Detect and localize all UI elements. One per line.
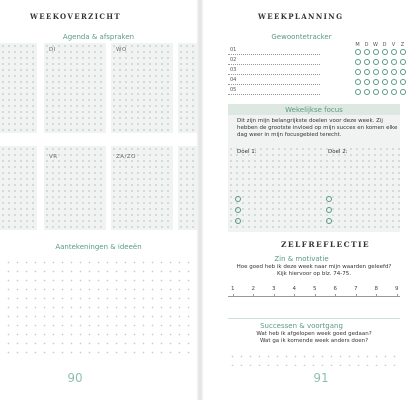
habit-checkbox[interactable]: [391, 69, 397, 75]
rating-scale-line[interactable]: [228, 296, 400, 297]
habit-checkbox[interactable]: [391, 89, 397, 95]
rating-scale-number[interactable]: 7: [354, 286, 358, 292]
goal-1-checkbox[interactable]: [235, 196, 241, 202]
day-letter-w: W: [373, 42, 378, 48]
habit-checkbox[interactable]: [355, 79, 361, 85]
page-number-right: 91: [313, 371, 329, 385]
habit-checkbox[interactable]: [373, 89, 379, 95]
habit-checkbox[interactable]: [373, 59, 379, 65]
day-box-wo[interactable]: [111, 43, 173, 133]
goal-2-checkbox[interactable]: [326, 207, 332, 213]
habit-checkbox[interactable]: [373, 79, 379, 85]
habit-checkbox[interactable]: [400, 89, 406, 95]
rating-scale-number[interactable]: 2: [251, 286, 255, 292]
habit-tracker-title: Gewoontetracker: [271, 33, 332, 41]
rating-scale-number[interactable]: 9: [395, 286, 399, 292]
habit-row-number: 04: [230, 77, 237, 83]
day-box-ma[interactable]: [0, 43, 37, 133]
habit-checkbox[interactable]: [391, 79, 397, 85]
rating-scale-number[interactable]: 3: [272, 286, 276, 292]
habit-row-number: 01: [230, 47, 237, 53]
goal-2-checkbox[interactable]: [326, 196, 332, 202]
succes-question-1: Wat heb ik afgelopen week goed gedaan?: [256, 331, 372, 337]
habit-line[interactable]: [228, 83, 320, 85]
rating-scale-number[interactable]: 5: [313, 286, 317, 292]
weekly-focus-title: Wekelijkse focus: [285, 106, 343, 114]
day-box-zazo[interactable]: [111, 146, 173, 230]
successen-voortgang-title: Successen & voortgang: [260, 322, 343, 330]
goal-2-label: Doel 2:: [328, 149, 348, 155]
left-page: [0, 0, 197, 400]
habit-line[interactable]: [228, 63, 320, 65]
habit-checkbox[interactable]: [364, 69, 370, 75]
page-number-left: 90: [67, 371, 83, 385]
zelfreflectie-header: ZELFREFLECTIE: [281, 240, 371, 249]
habit-line[interactable]: [228, 93, 320, 95]
habit-checkbox[interactable]: [364, 89, 370, 95]
day-box-do[interactable]: [178, 43, 197, 133]
day-letter-v: V: [391, 42, 396, 48]
habit-checkbox[interactable]: [400, 79, 406, 85]
day-box-vr[interactable]: [44, 146, 106, 230]
notes-dot-grid[interactable]: [4, 258, 194, 358]
rating-scale-number[interactable]: 8: [374, 286, 378, 292]
day-label-zazo: ZA/ZO: [116, 154, 136, 160]
weekplanning-header: WEEKPLANNING: [258, 12, 344, 21]
goal-1-checkbox[interactable]: [235, 218, 241, 224]
habit-line[interactable]: [228, 53, 320, 55]
rating-scale-number[interactable]: 4: [292, 286, 296, 292]
habit-checkbox[interactable]: [355, 49, 361, 55]
zin-motivatie-title: Zin & motivatie: [274, 255, 329, 263]
habit-checkbox[interactable]: [355, 89, 361, 95]
weekly-focus-text: Dit zijn mijn belangrijkste doelen voor deze week. Zij hebben de grootste invloed op mijn succes en komen elke dag weer in mijn focusgebied terecht.: [237, 118, 398, 139]
habit-checkbox[interactable]: [382, 49, 388, 55]
habit-row-number: 05: [230, 87, 237, 93]
goal-2-checkbox[interactable]: [326, 218, 332, 224]
divider: [228, 318, 400, 319]
habit-checkbox[interactable]: [382, 89, 388, 95]
right-page: [203, 0, 405, 400]
day-letter-m: M: [355, 42, 360, 48]
day-box-di[interactable]: [44, 43, 106, 133]
habit-checkbox[interactable]: [373, 49, 379, 55]
habit-checkbox[interactable]: [364, 79, 370, 85]
rating-scale-number[interactable]: 6: [333, 286, 337, 292]
habit-checkbox[interactable]: [355, 69, 361, 75]
habit-checkbox[interactable]: [391, 49, 397, 55]
day-label-di: DI: [49, 47, 56, 53]
habit-checkbox[interactable]: [364, 59, 370, 65]
day-letter-d: D: [364, 42, 369, 48]
agenda-title: Agenda & afspraken: [62, 33, 135, 41]
habit-checkbox[interactable]: [382, 59, 388, 65]
zin-question-1: Hoe goed heb ik deze week naar mijn waarden geleefd?: [236, 264, 392, 270]
goal-1-label: Doel 1:: [237, 149, 257, 155]
succes-question-2: Wat ga ik komende week anders doen?: [259, 338, 369, 344]
habit-checkbox[interactable]: [373, 69, 379, 75]
notes-title: Aantekeningen & ideeën: [55, 243, 142, 251]
habit-checkbox[interactable]: [382, 79, 388, 85]
habit-checkbox[interactable]: [364, 49, 370, 55]
habit-row-number: 03: [230, 67, 237, 73]
habit-row-number: 02: [230, 57, 237, 63]
day-letter-z: Z: [400, 42, 405, 48]
day-label-wo: WO: [116, 47, 127, 53]
day-box-extra[interactable]: [178, 146, 197, 230]
habit-line[interactable]: [228, 73, 320, 75]
habit-checkbox[interactable]: [400, 69, 406, 75]
goal-1-checkbox[interactable]: [235, 207, 241, 213]
day-letter-d2: D: [382, 42, 387, 48]
zin-question-2: Kijk hiervoor op blz. 74-75.: [277, 271, 351, 277]
habit-checkbox[interactable]: [400, 59, 406, 65]
day-box-do-2[interactable]: [0, 146, 37, 230]
rating-scale-number[interactable]: 1: [231, 286, 235, 292]
habit-checkbox[interactable]: [400, 49, 406, 55]
habit-checkbox[interactable]: [355, 59, 361, 65]
day-label-vr: VR: [49, 154, 58, 160]
succes-dot-grid[interactable]: [228, 352, 400, 366]
weekoverzicht-header: WEEKOVERZICHT: [30, 12, 121, 21]
habit-checkbox[interactable]: [391, 59, 397, 65]
habit-checkbox[interactable]: [382, 69, 388, 75]
